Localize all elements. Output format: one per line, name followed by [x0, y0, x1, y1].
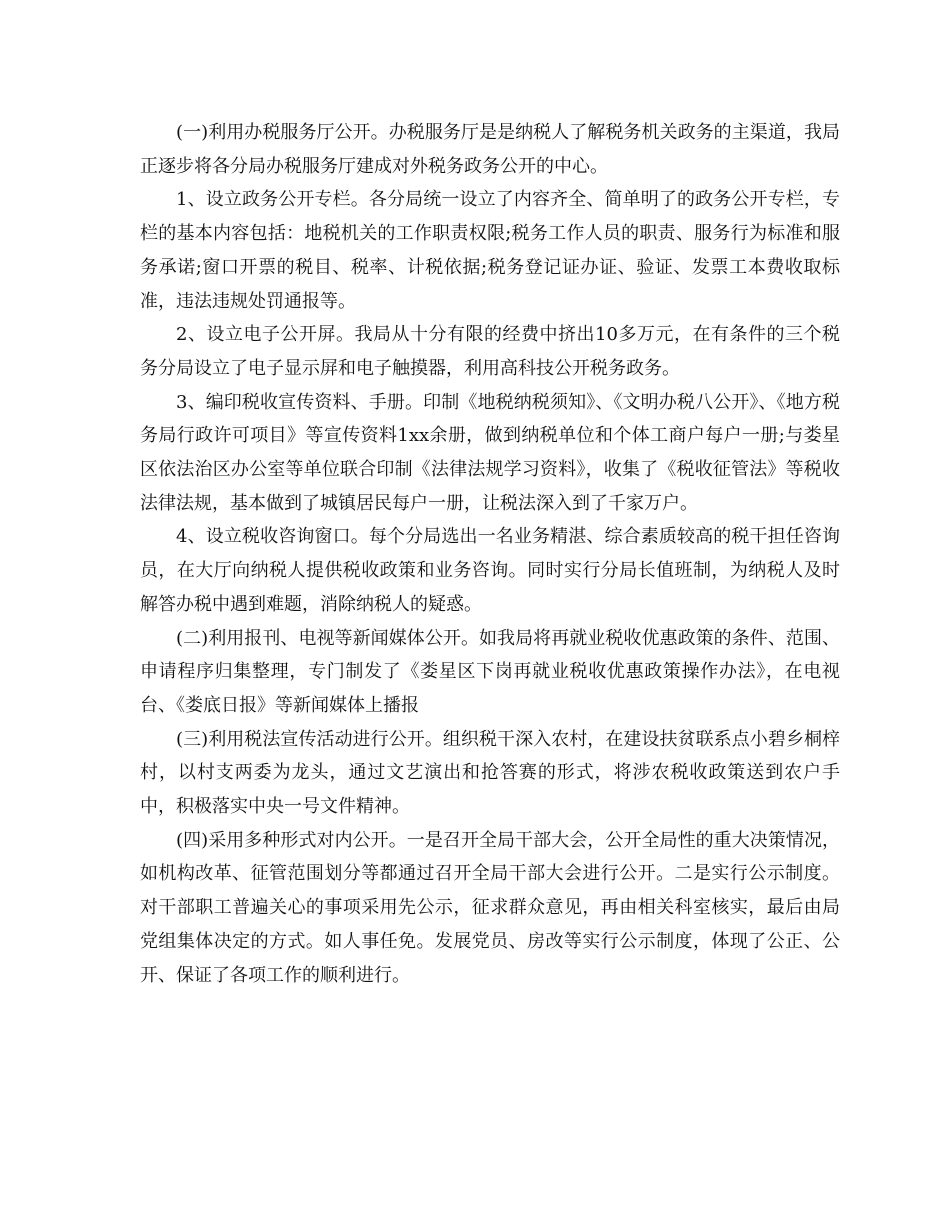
- paragraph-item-4: 4、设立税收咨询窗口。每个分局选出一名业务精湛、综合素质较高的税干担任咨询员，在大厅向纳税人提供税收政策和业务咨询。同时实行分局长值班制，为纳税人及时解答办税中遇到难题，消除纳税人的疑惑。: [140, 526, 840, 615]
- paragraph-section-3: (三)利用税法宣传活动进行公开。组织税干深入农村，在建设扶贫联系点小碧乡桐梓村，以村支两委为龙头，通过文艺演出和抢答赛的形式，将涉农税收政策送到农户手中，积极落实中央一号文件精神。: [140, 728, 840, 818]
- paragraph-item-2: 2、设立电子公开屏。我局从十分有限的经费中挤出10多万元，在有条件的三个税务分局设立了电子显示屏和电子触摸器，利用高科技公开税务政务。: [140, 324, 840, 379]
- document-body: [140, 116, 840, 992]
- paragraph-item-1: 1、设立政务公开专栏。各分局统一设立了内容齐全、简单明了的政务公开专栏，专栏的基本内容包括：地税机关的工作职责权限;税务工作人员的职责、服务行为标准和服务承诺;窗口开票的税目、税率、计税依据;税务登记证办证、验证、发票工本费收取标准，违法违规处罚通报等。: [140, 189, 840, 312]
- paragraph-section-2: (二)利用报刊、电视等新闻媒体公开。如我局将再就业税收优惠政策的条件、范围、申请程序归集整理，专门制发了《娄星区下岗再就业税收优惠政策操作办法》，在电视台、《娄底日报》等新闻媒体上播报: [140, 627, 840, 716]
- paragraph-section-4: (四)采用多种形式对内公开。一是召开全局干部大会，公开全局性的重大决策情况，如机构改革、征管范围划分等都通过召开全局干部大会进行公开。二是实行公示制度。对干部职工普遍关心的事项采用先公示，征求群众意见，再由相关科室核实，最后由局党组集体决定的方式。如人事任免。发展党员、房改等实行公示制度，体现了公正、公开、保证了各项工作的顺利进行。: [140, 829, 840, 986]
- paragraph-item-3: 3、编印税收宣传资料、手册。印制《地税纳税须知》、《文明办税八公开》、《地方税务局行政许可项目》等宣传资料1xx余册，做到纳税单位和个体工商户每户一册;与娄星区依法治区办公室等单位联合印制《法律法规学习资料》，收集了《税收征管法》等税收法律法规，基本做到了城镇居民每户一册，让税法深入到了千家万户。: [140, 391, 840, 514]
- paragraph-section-1: (一)利用办税服务厅公开。办税服务厅是是纳税人了解税务机关政务的主渠道，我局正逐步将各分局办税服务厅建成对外税务政务公开的中心。: [140, 122, 840, 177]
